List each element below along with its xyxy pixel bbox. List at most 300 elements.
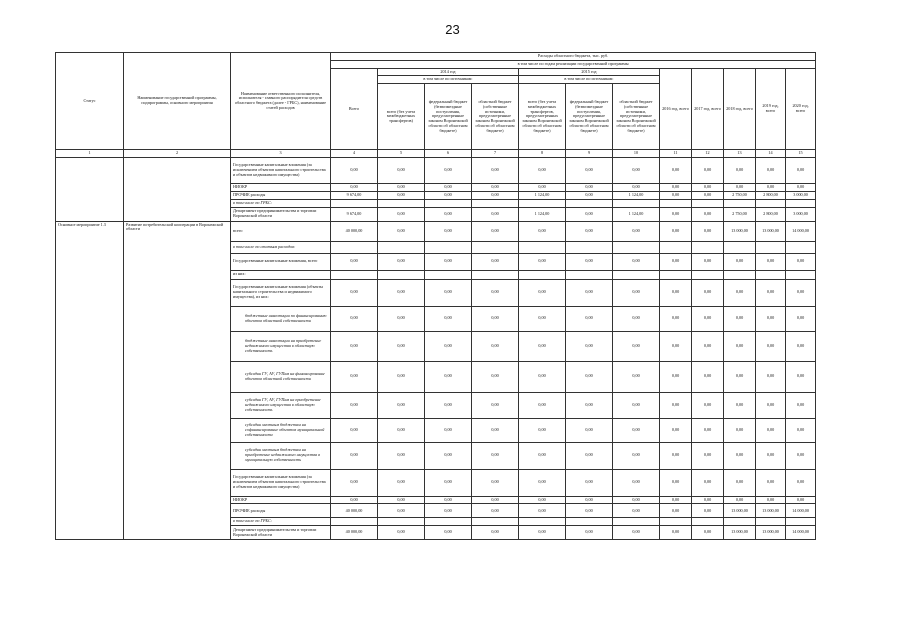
row-value: 0,00 <box>724 331 756 361</box>
row-label: Департамент предпринимательства и торговли Воронежской области <box>231 207 331 221</box>
row-value: 0,00 <box>613 496 660 504</box>
row-value: 0,00 <box>692 469 724 496</box>
row-value <box>756 518 786 526</box>
row-value <box>756 270 786 279</box>
row-value: 0,00 <box>756 279 786 306</box>
row-value <box>519 199 566 207</box>
row-value: 0,00 <box>425 184 472 192</box>
row-value: 0,00 <box>566 331 613 361</box>
row-label: НИОКР <box>231 184 331 192</box>
row-value: 0,00 <box>472 526 519 540</box>
row-value: 13 000,00 <box>756 221 786 241</box>
col-number: 14 <box>756 150 786 158</box>
row-value: 0,00 <box>613 418 660 442</box>
row-value: 0,00 <box>425 221 472 241</box>
row-value <box>566 199 613 207</box>
row-value: 0,00 <box>472 504 519 518</box>
row-value: 0,00 <box>786 253 816 270</box>
row-value: 0,00 <box>472 279 519 306</box>
row-value <box>519 241 566 253</box>
row-value: 0,00 <box>566 469 613 496</box>
row-value: 0,00 <box>331 442 378 469</box>
row-value: 0,00 <box>692 442 724 469</box>
row-value: 0,00 <box>786 442 816 469</box>
row-label: в том числе по статьям расходов: <box>231 241 331 253</box>
row-value: 0,00 <box>786 496 816 504</box>
row-value <box>613 199 660 207</box>
row-value: 0,00 <box>378 418 425 442</box>
row-value: 0,00 <box>425 191 472 199</box>
row-value: 0,00 <box>378 306 425 331</box>
row-value: 0,00 <box>660 331 692 361</box>
row-label: ПРОЧИЕ расходы <box>231 504 331 518</box>
row-value: 0,00 <box>425 526 472 540</box>
row-value: 0,00 <box>378 469 425 496</box>
row-value: 0,00 <box>660 207 692 221</box>
row-value: 0,00 <box>566 496 613 504</box>
row-value: 0,00 <box>519 221 566 241</box>
row-value: 0,00 <box>613 184 660 192</box>
header-c7: областной бюджет (собственные источники, предусмотренные законом Воронежской области об областном бюджете) <box>472 84 519 150</box>
row-value: 0,00 <box>613 361 660 392</box>
row-value: 2 750,00 <box>724 207 756 221</box>
row-value: 0,00 <box>692 306 724 331</box>
row-value: 0,00 <box>519 306 566 331</box>
row-value <box>660 199 692 207</box>
row-value: 0,00 <box>692 191 724 199</box>
header-executor: Наименование ответственного исполнителя, исполнителя - главного распорядителя средств областного бюджета (далее - ГРБС), наименование статей расходов <box>231 53 331 150</box>
row-value: 0,00 <box>425 361 472 392</box>
row-value: 0,00 <box>331 392 378 418</box>
row-value: 0,00 <box>425 442 472 469</box>
row-value: 0,00 <box>613 469 660 496</box>
col-number: 9 <box>566 150 613 158</box>
row-value: 0,00 <box>472 361 519 392</box>
row-label: в том числе по ГРБС: <box>231 518 331 526</box>
row-value: 0,00 <box>786 331 816 361</box>
row-value: 0,00 <box>724 253 756 270</box>
row-value: 0,00 <box>519 331 566 361</box>
row-value: 0,00 <box>519 418 566 442</box>
table-header <box>56 53 816 158</box>
row-value: 1 124,00 <box>613 191 660 199</box>
row-label: субсидии местным бюджетам на приобретение недвижимого имущества в муниципальную собственность <box>231 442 331 469</box>
row-value: 0,00 <box>472 184 519 192</box>
row-value: 0,00 <box>331 418 378 442</box>
row-value: 0,00 <box>724 442 756 469</box>
row-value <box>519 518 566 526</box>
row-value: 0,00 <box>331 158 378 184</box>
row-value: 0,00 <box>660 158 692 184</box>
row-value: 0,00 <box>660 418 692 442</box>
row-value: 0,00 <box>425 331 472 361</box>
table-row <box>56 221 816 241</box>
header-c15: 2020 год, всего <box>786 68 816 150</box>
row-value: 13 000,00 <box>724 504 756 518</box>
row-value: 0,00 <box>378 253 425 270</box>
row-value: 0,00 <box>692 504 724 518</box>
row-value <box>724 241 756 253</box>
row-value <box>692 518 724 526</box>
row-value: 0,00 <box>425 279 472 306</box>
row-value: 0,00 <box>378 191 425 199</box>
row-value <box>425 241 472 253</box>
row-value: 0,00 <box>756 418 786 442</box>
row-value: 0,00 <box>786 392 816 418</box>
row-value: 0,00 <box>660 361 692 392</box>
row-label: Государственные капитальные вложения (за исключением объектов капитального строительства и объектов недвижимого имущества) <box>231 158 331 184</box>
row-value <box>692 241 724 253</box>
row-label: из них: <box>231 270 331 279</box>
col-number: 12 <box>692 150 724 158</box>
row-value: 13 000,00 <box>756 526 786 540</box>
row-value: 0,00 <box>660 221 692 241</box>
row-value: 0,00 <box>566 158 613 184</box>
row-value: 13 000,00 <box>724 526 756 540</box>
row-value <box>660 270 692 279</box>
row-value: 0,00 <box>378 331 425 361</box>
row-value: 40 000,00 <box>331 221 378 241</box>
header-c9: федеральный бюджет (безвозмездные поступления, предусмотренные законом Воронежской области об областном бюджете) <box>566 84 613 150</box>
row-value: 40 000,00 <box>331 526 378 540</box>
row-value: 0,00 <box>786 469 816 496</box>
row-value <box>566 518 613 526</box>
row-value: 0,00 <box>724 469 756 496</box>
row-value: 0,00 <box>786 279 816 306</box>
row-value: 0,00 <box>378 158 425 184</box>
row-value: 0,00 <box>519 158 566 184</box>
row-value: 0,00 <box>425 306 472 331</box>
row-value: 3 000,00 <box>786 191 816 199</box>
budget-table <box>55 52 816 540</box>
row-value: 0,00 <box>472 191 519 199</box>
col-number: 13 <box>724 150 756 158</box>
row-value <box>519 270 566 279</box>
row-value: 0,00 <box>472 306 519 331</box>
row-value: 0,00 <box>724 279 756 306</box>
row-value: 14 000,00 <box>786 526 816 540</box>
row-value: 0,00 <box>724 306 756 331</box>
row-value: 0,00 <box>331 496 378 504</box>
row-value: 2 800,00 <box>756 207 786 221</box>
row-value: 0,00 <box>786 184 816 192</box>
row-value: 0,00 <box>331 331 378 361</box>
row-value: 0,00 <box>519 496 566 504</box>
row-value: 0,00 <box>613 504 660 518</box>
row-value: 0,00 <box>519 279 566 306</box>
row-value <box>613 241 660 253</box>
row-value: 0,00 <box>613 331 660 361</box>
row-value: 0,00 <box>756 442 786 469</box>
row-value: 0,00 <box>566 191 613 199</box>
row-value: 0,00 <box>378 221 425 241</box>
row-value: 0,00 <box>660 392 692 418</box>
row-value: 0,00 <box>378 442 425 469</box>
row-value: 0,00 <box>756 158 786 184</box>
row-value: 0,00 <box>692 207 724 221</box>
header-status: Статус <box>56 53 124 150</box>
row-value: 1 124,00 <box>613 207 660 221</box>
row-value: 0,00 <box>756 496 786 504</box>
row-value: 0,00 <box>613 279 660 306</box>
row-value: 0,00 <box>472 253 519 270</box>
row-value: 0,00 <box>472 331 519 361</box>
row-value: 0,00 <box>425 469 472 496</box>
row-value: 0,00 <box>519 392 566 418</box>
row-value: 0,00 <box>724 418 756 442</box>
row-value: 0,00 <box>692 526 724 540</box>
row-value: 0,00 <box>692 392 724 418</box>
row-value: 0,00 <box>756 306 786 331</box>
row-label: Государственные капитальные вложения, всего <box>231 253 331 270</box>
row-value <box>472 241 519 253</box>
col-number: 4 <box>331 150 378 158</box>
row-value: 0,00 <box>692 331 724 361</box>
row-value: 0,00 <box>786 158 816 184</box>
row-label: НИОКР <box>231 496 331 504</box>
row-value <box>378 270 425 279</box>
row-value: 0,00 <box>660 191 692 199</box>
row-value: 0,00 <box>331 469 378 496</box>
row-value: 0,00 <box>566 253 613 270</box>
col-number: 10 <box>613 150 660 158</box>
row-value: 0,00 <box>756 361 786 392</box>
row-value: 0,00 <box>756 184 786 192</box>
header-c13: 2018 год, всего <box>724 68 756 150</box>
row-value: 0,00 <box>724 392 756 418</box>
row-label: бюджетные инвестиции по финансированию объектов областной собственности <box>231 306 331 331</box>
row-value: 0,00 <box>425 158 472 184</box>
row-value: 0,00 <box>660 504 692 518</box>
row-label: субсидии местным бюджетам на софинансирование объектов муниципальной собственности <box>231 418 331 442</box>
header-c14: 2019 год, всего <box>756 68 786 150</box>
row-value: 0,00 <box>566 279 613 306</box>
header-c5: всего (без учета межбюджетных трансфертов) <box>378 84 425 150</box>
row-value: 0,00 <box>519 361 566 392</box>
row-value: 0,00 <box>724 184 756 192</box>
row-value: 0,00 <box>660 526 692 540</box>
row-value: 0,00 <box>566 418 613 442</box>
row-value <box>472 518 519 526</box>
row-value: 0,00 <box>519 504 566 518</box>
row-value <box>378 241 425 253</box>
row-value <box>660 518 692 526</box>
row-value: 0,00 <box>566 207 613 221</box>
col-number: 1 <box>56 150 124 158</box>
row-value <box>425 518 472 526</box>
row-value: 0,00 <box>472 392 519 418</box>
row-value: 0,00 <box>613 253 660 270</box>
row-value: 0,00 <box>692 279 724 306</box>
row-value <box>786 270 816 279</box>
row-value: 0,00 <box>472 158 519 184</box>
row-value: 0,00 <box>566 392 613 418</box>
row-value: 0,00 <box>519 184 566 192</box>
row-value: 0,00 <box>425 504 472 518</box>
row-label: субсидии ГУ, АУ, ГУПам на приобретение недвижимого имущества в областную собственность <box>231 392 331 418</box>
row-status <box>56 158 124 221</box>
row-value: 0,00 <box>660 469 692 496</box>
row-value: 0,00 <box>692 496 724 504</box>
row-value: 0,00 <box>378 496 425 504</box>
col-number: 11 <box>660 150 692 158</box>
col-number: 5 <box>378 150 425 158</box>
row-value: 13 000,00 <box>756 504 786 518</box>
row-label: всего <box>231 221 331 241</box>
row-value <box>378 199 425 207</box>
row-value <box>331 199 378 207</box>
row-value <box>613 518 660 526</box>
row-value: 0,00 <box>756 469 786 496</box>
row-value: 0,00 <box>566 526 613 540</box>
row-value <box>472 199 519 207</box>
row-value <box>425 199 472 207</box>
row-value: 0,00 <box>566 504 613 518</box>
row-value: 0,00 <box>692 361 724 392</box>
row-value <box>331 270 378 279</box>
row-value: 0,00 <box>692 184 724 192</box>
row-value: 0,00 <box>331 306 378 331</box>
row-value: 0,00 <box>519 253 566 270</box>
row-value <box>566 241 613 253</box>
table-body <box>56 158 816 540</box>
row-value: 1 124,00 <box>519 191 566 199</box>
header-c12: 2017 год, всего <box>692 68 724 150</box>
row-value: 0,00 <box>660 496 692 504</box>
row-label: Департамент предпринимательства и торговли Воронежской области <box>231 526 331 540</box>
row-name <box>124 158 231 221</box>
row-value <box>472 270 519 279</box>
row-value: 0,00 <box>519 469 566 496</box>
row-value: 14 000,00 <box>786 504 816 518</box>
row-value: 0,00 <box>472 207 519 221</box>
row-value <box>613 270 660 279</box>
row-value: 0,00 <box>756 331 786 361</box>
row-value <box>425 270 472 279</box>
row-label: субсидии ГУ, АУ, ГУПам на финансирование объектов областной собственности <box>231 361 331 392</box>
row-value: 0,00 <box>660 253 692 270</box>
header-c6: федеральный бюджет (безвозмездные поступления, предусмотренные законом Воронежской области об областном бюджете) <box>425 84 472 150</box>
header-c10: областной бюджет (собственные источники, предусмотренные законом Воронежской области об областном бюджете) <box>613 84 660 150</box>
header-2015: 2015 год <box>519 68 660 76</box>
row-value <box>786 518 816 526</box>
row-value: 0,00 <box>613 526 660 540</box>
row-label: ПРОЧИЕ расходы <box>231 191 331 199</box>
row-value: 0,00 <box>472 418 519 442</box>
row-value: 0,00 <box>613 158 660 184</box>
col-number: 8 <box>519 150 566 158</box>
row-value <box>724 199 756 207</box>
row-value: 0,00 <box>566 361 613 392</box>
row-value: 0,00 <box>472 442 519 469</box>
row-value: 0,00 <box>613 306 660 331</box>
row-value: 1 124,00 <box>519 207 566 221</box>
row-value <box>756 241 786 253</box>
header-2014: 2014 год <box>378 68 519 76</box>
row-value: 0,00 <box>425 207 472 221</box>
header-expenses: Расходы областного бюджета, тыс. руб. <box>331 53 816 61</box>
row-value <box>566 270 613 279</box>
row-value: 0,00 <box>566 442 613 469</box>
row-value <box>331 518 378 526</box>
row-value: 0,00 <box>425 496 472 504</box>
row-label: Государственные капитальные вложения (за исключением объектов капитального строительства и объектов недвижимого имущества) <box>231 469 331 496</box>
row-value: 13 000,00 <box>724 221 756 241</box>
row-value: 0,00 <box>378 392 425 418</box>
row-value: 0,00 <box>756 253 786 270</box>
row-value: 0,00 <box>660 279 692 306</box>
row-value <box>724 518 756 526</box>
row-value: 0,00 <box>472 221 519 241</box>
row-label: Государственные капитальные вложения (объекты капитального строительства и недвижимого имущества), из них: <box>231 279 331 306</box>
row-value: 0,00 <box>378 504 425 518</box>
page-number: 23 <box>445 22 460 37</box>
header-total: Всего <box>331 68 378 150</box>
col-number: 3 <box>231 150 331 158</box>
row-value: 0,00 <box>472 496 519 504</box>
row-value: 0,00 <box>378 279 425 306</box>
row-value <box>378 518 425 526</box>
row-value: 0,00 <box>613 392 660 418</box>
row-value <box>786 199 816 207</box>
row-value <box>692 270 724 279</box>
row-value: 0,00 <box>378 526 425 540</box>
row-value: 2 800,00 <box>756 191 786 199</box>
row-value: 0,00 <box>692 418 724 442</box>
row-value: 0,00 <box>425 253 472 270</box>
row-value: 0,00 <box>566 184 613 192</box>
row-value <box>660 241 692 253</box>
row-value: 0,00 <box>472 469 519 496</box>
row-status: Основное мероприятие 1.3 <box>56 221 124 540</box>
col-number: 6 <box>425 150 472 158</box>
row-value <box>692 199 724 207</box>
row-value: 0,00 <box>566 221 613 241</box>
row-value: 0,00 <box>425 392 472 418</box>
row-value: 0,00 <box>786 418 816 442</box>
header-2014-sources: в том числе по источникам: <box>378 76 519 84</box>
row-value: 9 674,00 <box>331 207 378 221</box>
row-name: Развитие потребительской кооперации в Воронежской области <box>124 221 231 540</box>
header-name: Наименование государственной программы, подпрограммы, основного мероприятия <box>124 53 231 150</box>
row-value: 0,00 <box>331 279 378 306</box>
row-value: 0,00 <box>786 306 816 331</box>
header-2015-sources: в том числе по источникам: <box>519 76 660 84</box>
row-value: 0,00 <box>786 361 816 392</box>
row-value: 0,00 <box>613 442 660 469</box>
row-value: 0,00 <box>425 418 472 442</box>
row-value: 0,00 <box>692 158 724 184</box>
row-value <box>331 241 378 253</box>
row-value: 0,00 <box>613 221 660 241</box>
table-row <box>56 158 816 184</box>
row-value: 2 750,00 <box>724 191 756 199</box>
row-value: 0,00 <box>724 496 756 504</box>
row-value: 0,00 <box>724 361 756 392</box>
row-value: 0,00 <box>692 253 724 270</box>
row-value: 0,00 <box>331 361 378 392</box>
row-value <box>786 241 816 253</box>
row-value: 0,00 <box>660 442 692 469</box>
row-value: 0,00 <box>378 207 425 221</box>
row-value: 14 000,00 <box>786 221 816 241</box>
col-number: 15 <box>786 150 816 158</box>
column-number-row <box>56 150 816 158</box>
row-label: бюджетные инвестиции на приобретение недвижимого имущества в областную собственность <box>231 331 331 361</box>
row-value: 0,00 <box>519 526 566 540</box>
row-value: 3 000,00 <box>786 207 816 221</box>
row-value <box>724 270 756 279</box>
